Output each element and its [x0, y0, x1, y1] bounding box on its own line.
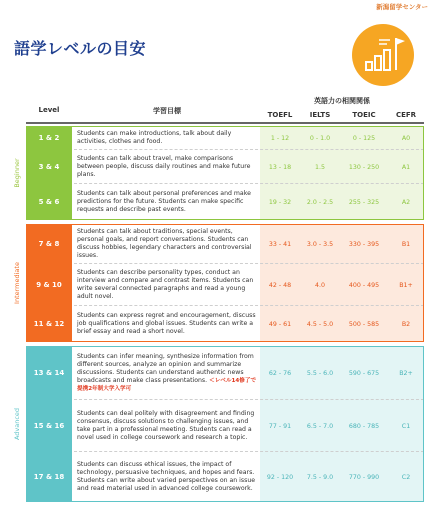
goal-text: Students can discuss ethical issues, the impact of technology, persuasive techniques, and hopes and fears. Students can write about varied perspectives on an issue and read material used in advanced college coursework.	[77, 461, 256, 492]
header-divider	[26, 122, 424, 124]
goal-cell	[74, 306, 260, 342]
ielts-cell: 3.0 - 3.5	[306, 240, 334, 248]
toeic-cell: 0 - 125	[352, 134, 376, 142]
header-level: Level	[38, 106, 60, 114]
toeic-cell: 500 - 585	[348, 320, 380, 328]
ielts-cell: 4.0	[314, 281, 325, 289]
level-cell: 17 & 18	[26, 452, 72, 502]
goal-cell	[74, 184, 260, 220]
cefr-cell: B2	[401, 320, 411, 328]
band-intermediate	[8, 224, 424, 342]
header-toefl: TOEFL	[267, 111, 293, 119]
toeic-cell: 590 - 675	[348, 369, 380, 377]
table-row	[26, 346, 424, 400]
goal-text: Students can talk about personal preferences and make predictions for the future. Students can make specific requests and describe past events.	[77, 190, 251, 213]
table-row	[26, 306, 424, 342]
chart-flag-icon	[352, 24, 414, 86]
goal-text: Students can talk about traditions, special events, personal goals, and report conversations. Students can discuss hobbies, legendary characters and controversial issues.	[77, 228, 252, 259]
goal-cell	[74, 452, 260, 502]
goal-cell	[74, 126, 260, 150]
toefl-cell: 42 - 48	[268, 281, 292, 289]
cefr-cell: B1	[401, 240, 411, 248]
band-beginner	[8, 126, 424, 220]
header-group: 英語力の相関関係	[314, 97, 370, 105]
toeic-cell: 255 - 325	[348, 198, 380, 206]
band-label: Advanced	[13, 407, 21, 441]
table-header	[26, 92, 424, 122]
cefr-cell: A1	[401, 163, 411, 171]
level-cell: 7 & 8	[26, 224, 72, 264]
goal-text: Students can express regret and encouragement, discuss job qualifications and global issues. Students can write a brief essay and read a short novel.	[77, 312, 256, 335]
goal-text: Students can make introductions, talk about daily activities, clothes and food.	[77, 130, 232, 145]
goal-cell	[74, 264, 260, 306]
toefl-cell: 1 - 12	[270, 134, 290, 142]
goal-text: Students can deal politely with disagreement and finding consensus, discuss solutions to challenging issues, and take part in a professional meeting. Students can read a novel used in college coursework and research a topic.	[77, 410, 255, 441]
toefl-cell: 49 - 61	[268, 320, 292, 328]
goal-cell	[74, 400, 260, 452]
table-row	[26, 126, 424, 150]
table-row	[26, 452, 424, 502]
goal-text: Students can describe personality types, conduct an interview and compare and contrast items. Students can write several connected paragraphs and read a young adult novel.	[77, 269, 254, 300]
header-cefr: CEFR	[395, 111, 417, 119]
band-label: Intermediate	[13, 262, 21, 304]
brand-name: 新潟留学センター	[376, 3, 428, 11]
level-cell: 15 & 16	[26, 400, 72, 452]
level-table	[8, 92, 424, 504]
header-ielts: IELTS	[309, 111, 331, 119]
cefr-cell: C2	[401, 473, 411, 481]
toefl-cell: 13 - 18	[268, 163, 292, 171]
cefr-cell: B1+	[399, 281, 413, 289]
toefl-cell: 92 - 120	[266, 473, 294, 481]
level-cell: 1 & 2	[26, 126, 72, 150]
level-cell: 11 & 12	[26, 306, 72, 342]
goal-cell	[74, 224, 260, 264]
ielts-cell: 5.5 - 6.0	[306, 369, 334, 377]
level-cell: 13 & 14	[26, 346, 72, 400]
toeic-cell: 400 - 495	[348, 281, 380, 289]
level-cell: 9 & 10	[26, 264, 72, 306]
cefr-cell: A0	[401, 134, 411, 142]
goal-text: Students can talk about travel, make comparisons between people, discuss daily routines and make future plans.	[77, 155, 251, 178]
ielts-cell: 1.5	[314, 163, 325, 171]
ielts-cell: 7.5 - 9.0	[306, 473, 334, 481]
table-row	[26, 400, 424, 452]
band-label-column	[8, 346, 26, 502]
goal-cell	[74, 346, 260, 400]
header-toeic: TOEIC	[352, 111, 376, 119]
page-title: 語学レベルの目安	[14, 39, 147, 58]
band-label-column	[8, 126, 26, 220]
band-label: Beginner	[13, 158, 21, 188]
toefl-cell: 19 - 32	[268, 198, 292, 206]
toefl-cell: 33 - 41	[268, 240, 292, 248]
ielts-cell: 2.0 - 2.5	[306, 198, 334, 206]
toeic-cell: 770 - 990	[348, 473, 380, 481]
goal-text: Students can infer meaning, synthesize information from different sources, analyze an opinion and summarize discussions. Students can understand authentic news broadcasts and make class presentations.	[77, 353, 254, 384]
band-label-column	[8, 224, 26, 342]
table-row	[26, 184, 424, 220]
transfer-note: ＜レベル14修了で提携2年制大学入学可	[77, 378, 257, 392]
toeic-cell: 680 - 785	[348, 422, 380, 430]
cefr-cell: B2+	[399, 369, 413, 377]
table-row	[26, 224, 424, 264]
chart-flag-graphic	[352, 24, 414, 86]
table-row	[26, 150, 424, 184]
ielts-cell: 4.5 - 5.0	[306, 320, 334, 328]
toeic-cell: 330 - 395	[348, 240, 380, 248]
level-cell: 5 & 6	[26, 184, 72, 220]
band-advanced	[8, 346, 424, 502]
cefr-cell: A2	[401, 198, 411, 206]
header-goal: 学習目標	[153, 107, 181, 115]
table-row	[26, 264, 424, 306]
level-cell: 3 & 4	[26, 150, 72, 184]
band-body	[26, 126, 424, 220]
band-body	[26, 224, 424, 342]
band-body	[26, 346, 424, 502]
ielts-cell: 0 - 1.0	[309, 134, 331, 142]
goal-content	[77, 353, 257, 393]
cefr-cell: C1	[401, 422, 411, 430]
toefl-cell: 77 - 91	[268, 422, 292, 430]
ielts-cell: 6.5 - 7.0	[306, 422, 334, 430]
toefl-cell: 62 - 76	[268, 369, 292, 377]
toeic-cell: 130 - 250	[348, 163, 380, 171]
goal-cell	[74, 150, 260, 184]
